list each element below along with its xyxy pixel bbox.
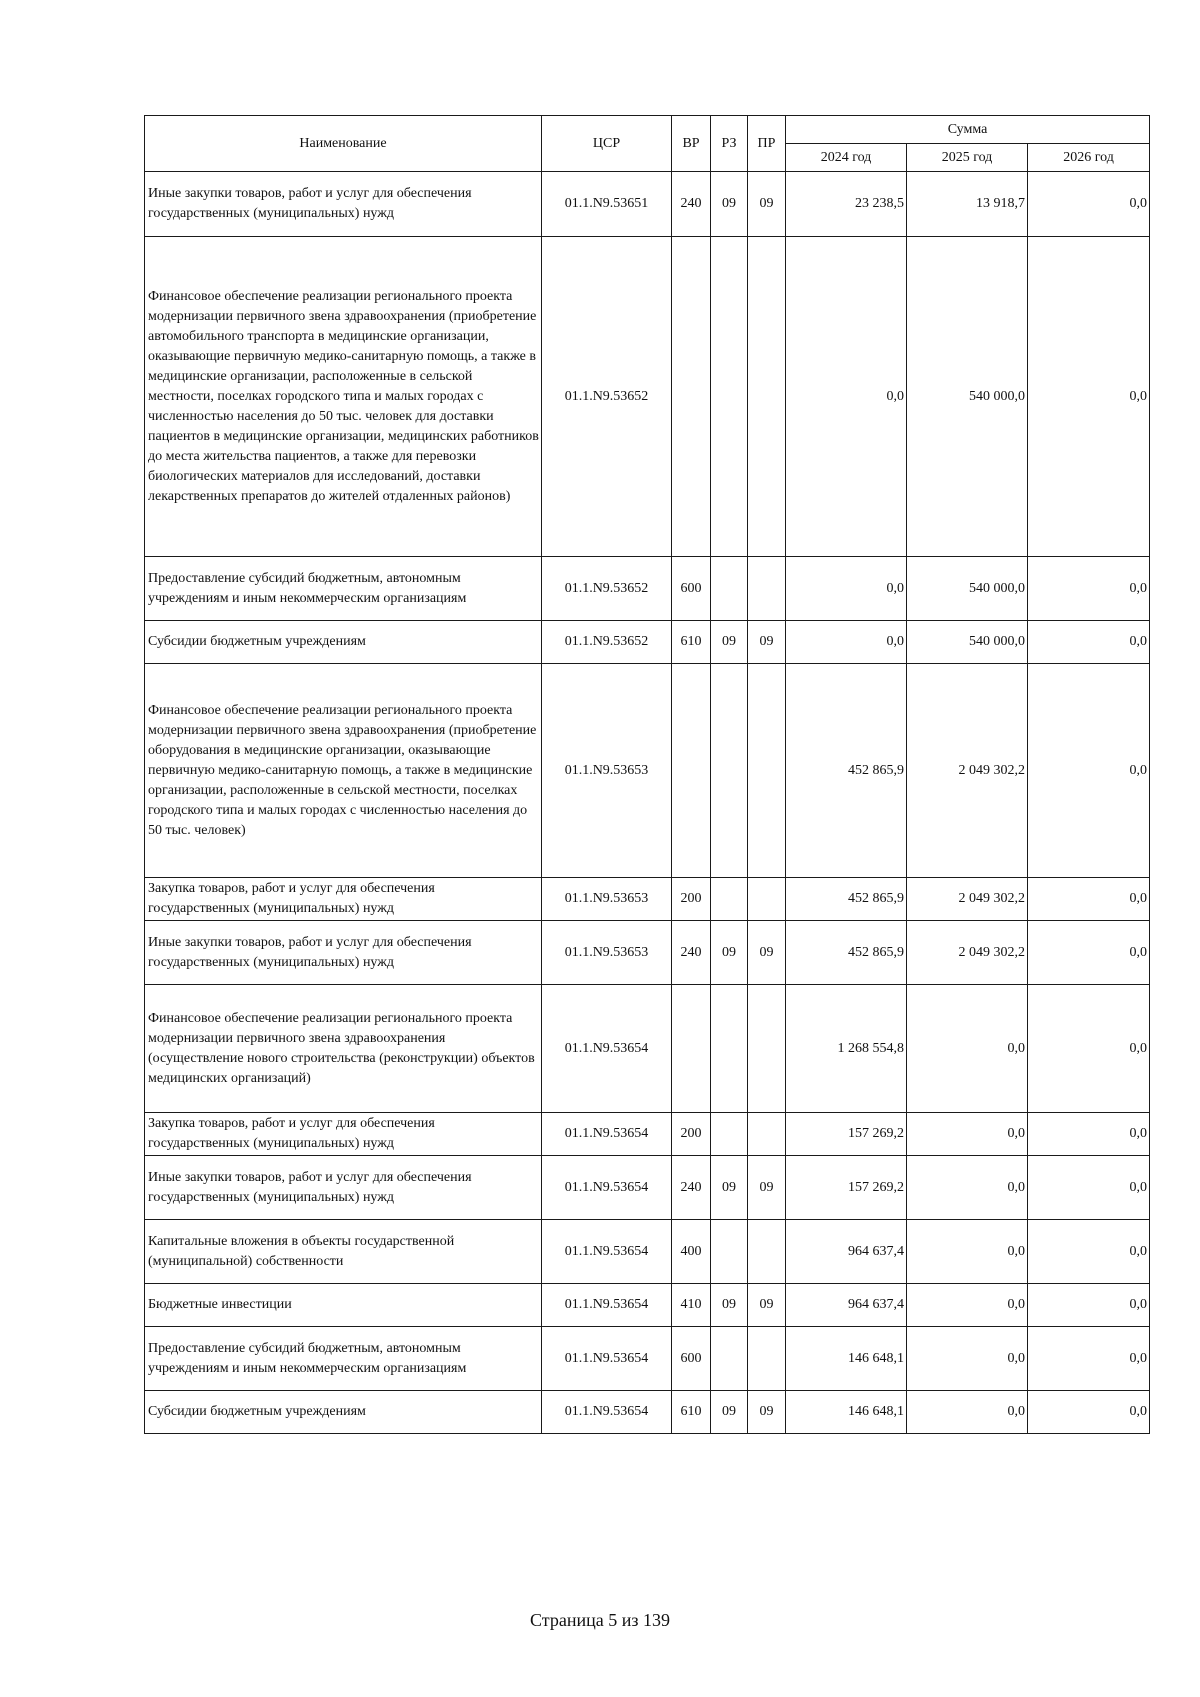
cell-vr: 240 [672,1156,711,1220]
cell-pr [748,557,786,621]
header-sum: Сумма [786,116,1150,144]
cell-2025: 0,0 [907,1113,1028,1156]
cell-csr: 01.1.N9.53654 [542,1391,672,1434]
cell-rz [711,1113,748,1156]
cell-2026: 0,0 [1028,1327,1150,1391]
cell-rz [711,1220,748,1284]
cell-2024: 452 865,9 [786,664,907,878]
cell-vr: 610 [672,1391,711,1434]
cell-csr: 01.1.N9.53654 [542,1156,672,1220]
table-row [145,237,1150,557]
header-pr: ПР [748,116,786,172]
cell-rz [711,664,748,878]
cell-vr [672,985,711,1113]
cell-2024: 0,0 [786,621,907,664]
cell-pr: 09 [748,1284,786,1327]
cell-name: Иные закупки товаров, работ и услуг для обеспечения государственных (муниципальных) нужд [145,1156,542,1220]
table-row [145,921,1150,985]
cell-name: Закупка товаров, работ и услуг для обеспечения государственных (муниципальных) нужд [145,878,542,921]
cell-rz: 09 [711,1391,748,1434]
cell-vr [672,237,711,557]
cell-rz [711,985,748,1113]
cell-2026: 0,0 [1028,985,1150,1113]
cell-2025: 0,0 [907,1284,1028,1327]
cell-2025: 2 049 302,2 [907,921,1028,985]
cell-2025: 2 049 302,2 [907,664,1028,878]
cell-csr: 01.1.N9.53654 [542,1327,672,1391]
table-row [145,621,1150,664]
cell-name: Субсидии бюджетным учреждениям [145,1391,542,1434]
cell-name: Закупка товаров, работ и услуг для обеспечения государственных (муниципальных) нужд [145,1113,542,1156]
cell-rz [711,878,748,921]
cell-2024: 964 637,4 [786,1220,907,1284]
cell-2026: 0,0 [1028,921,1150,985]
cell-name: Иные закупки товаров, работ и услуг для обеспечения государственных (муниципальных) нужд [145,921,542,985]
cell-2024: 0,0 [786,237,907,557]
cell-pr [748,985,786,1113]
cell-vr: 600 [672,1327,711,1391]
cell-2025: 540 000,0 [907,557,1028,621]
table-row [145,1284,1150,1327]
cell-csr: 01.1.N9.53653 [542,921,672,985]
cell-csr: 01.1.N9.53654 [542,1113,672,1156]
cell-pr [748,664,786,878]
cell-2024: 452 865,9 [786,878,907,921]
cell-vr: 200 [672,1113,711,1156]
cell-2026: 0,0 [1028,237,1150,557]
cell-2024: 157 269,2 [786,1156,907,1220]
cell-pr: 09 [748,621,786,664]
table-body [145,172,1150,1434]
cell-2026: 0,0 [1028,664,1150,878]
cell-vr: 200 [672,878,711,921]
cell-pr: 09 [748,921,786,985]
table-row [145,664,1150,878]
cell-pr [748,1327,786,1391]
cell-2025: 540 000,0 [907,621,1028,664]
cell-csr: 01.1.N9.53653 [542,664,672,878]
cell-csr: 01.1.N9.53654 [542,985,672,1113]
table-row [145,1220,1150,1284]
cell-vr: 240 [672,172,711,237]
cell-vr: 610 [672,621,711,664]
cell-rz: 09 [711,172,748,237]
page-number: Страница 5 из 139 [530,1610,670,1630]
cell-2025: 0,0 [907,985,1028,1113]
cell-2025: 0,0 [907,1391,1028,1434]
cell-rz: 09 [711,1156,748,1220]
cell-name: Предоставление субсидий бюджетным, автономным учреждениям и иным некоммерческим организациям [145,557,542,621]
cell-name: Финансовое обеспечение реализации регионального проекта модернизации первичного звена здравоохранения (приобретение автомобильного транспорта в медицинские организации, оказывающие первичную медико-санитарную помощь, а также в медицинские организации, расположенные в сельской местности, поселках городского типа и малых городах с численностью населения до 50 тыс. человек для доставки пациентов в медицинские организации, медицинских работников до места жительства пациентов, а также для перевозки биологических материалов для исследований, доставки лекарственных препаратов до жителей отдаленных районов) [145,237,542,557]
cell-2025: 540 000,0 [907,237,1028,557]
cell-2024: 0,0 [786,557,907,621]
table-row [145,1156,1150,1220]
cell-csr: 01.1.N9.53652 [542,237,672,557]
cell-2025: 0,0 [907,1327,1028,1391]
cell-pr: 09 [748,1391,786,1434]
cell-pr [748,1113,786,1156]
cell-vr: 400 [672,1220,711,1284]
cell-2026: 0,0 [1028,621,1150,664]
cell-2026: 0,0 [1028,557,1150,621]
cell-vr: 410 [672,1284,711,1327]
table-row [145,985,1150,1113]
header-vr: ВР [672,116,711,172]
cell-2024: 146 648,1 [786,1327,907,1391]
cell-name: Субсидии бюджетным учреждениям [145,621,542,664]
cell-pr [748,1220,786,1284]
cell-name: Капитальные вложения в объекты государственной (муниципальной) собственности [145,1220,542,1284]
cell-2026: 0,0 [1028,878,1150,921]
cell-2026: 0,0 [1028,1156,1150,1220]
table-row [145,1327,1150,1391]
cell-vr: 240 [672,921,711,985]
cell-2026: 0,0 [1028,1113,1150,1156]
cell-name: Предоставление субсидий бюджетным, автономным учреждениям и иным некоммерческим организациям [145,1327,542,1391]
cell-csr: 01.1.N9.53651 [542,172,672,237]
cell-pr: 09 [748,172,786,237]
cell-2026: 0,0 [1028,1220,1150,1284]
cell-rz: 09 [711,621,748,664]
header-year-2025: 2025 год [907,144,1028,172]
cell-2025: 0,0 [907,1156,1028,1220]
cell-csr: 01.1.N9.53652 [542,557,672,621]
cell-rz [711,237,748,557]
cell-pr [748,237,786,557]
cell-2024: 1 268 554,8 [786,985,907,1113]
cell-csr: 01.1.N9.53654 [542,1284,672,1327]
cell-2025: 2 049 302,2 [907,878,1028,921]
cell-csr: 01.1.N9.53652 [542,621,672,664]
budget-table [144,115,1150,1434]
cell-pr: 09 [748,1156,786,1220]
cell-2024: 23 238,5 [786,172,907,237]
cell-pr [748,878,786,921]
cell-2024: 146 648,1 [786,1391,907,1434]
header-csr: ЦСР [542,116,672,172]
header-row-top [145,116,1150,144]
cell-rz [711,557,748,621]
cell-vr [672,664,711,878]
cell-vr: 600 [672,557,711,621]
header-year-2024: 2024 год [786,144,907,172]
cell-rz: 09 [711,1284,748,1327]
cell-csr: 01.1.N9.53654 [542,1220,672,1284]
cell-2026: 0,0 [1028,172,1150,237]
cell-name: Финансовое обеспечение реализации регионального проекта модернизации первичного звена здравоохранения (осуществление нового строительства (реконструкции) объектов медицинских организаций) [145,985,542,1113]
table-row [145,1113,1150,1156]
cell-rz [711,1327,748,1391]
cell-rz: 09 [711,921,748,985]
cell-2025: 0,0 [907,1220,1028,1284]
table-row [145,1391,1150,1434]
cell-name: Бюджетные инвестиции [145,1284,542,1327]
cell-csr: 01.1.N9.53653 [542,878,672,921]
table-row [145,878,1150,921]
cell-2026: 0,0 [1028,1284,1150,1327]
cell-name: Иные закупки товаров, работ и услуг для обеспечения государственных (муниципальных) нужд [145,172,542,237]
cell-2026: 0,0 [1028,1391,1150,1434]
cell-2025: 13 918,7 [907,172,1028,237]
cell-2024: 157 269,2 [786,1113,907,1156]
table-row [145,557,1150,621]
header-rz: РЗ [711,116,748,172]
header-year-2026: 2026 год [1028,144,1150,172]
cell-2024: 964 637,4 [786,1284,907,1327]
cell-name: Финансовое обеспечение реализации регионального проекта модернизации первичного звена здравоохранения (приобретение оборудования в медицинские организации, оказывающие первичную медико-санитарную помощь, а также в медицинские организации, расположенные в сельской местности, поселках городского типа и малых городах с численностью населения до 50 тыс. человек) [145,664,542,878]
table-row [145,172,1150,237]
header-name: Наименование [145,116,542,172]
cell-2024: 452 865,9 [786,921,907,985]
